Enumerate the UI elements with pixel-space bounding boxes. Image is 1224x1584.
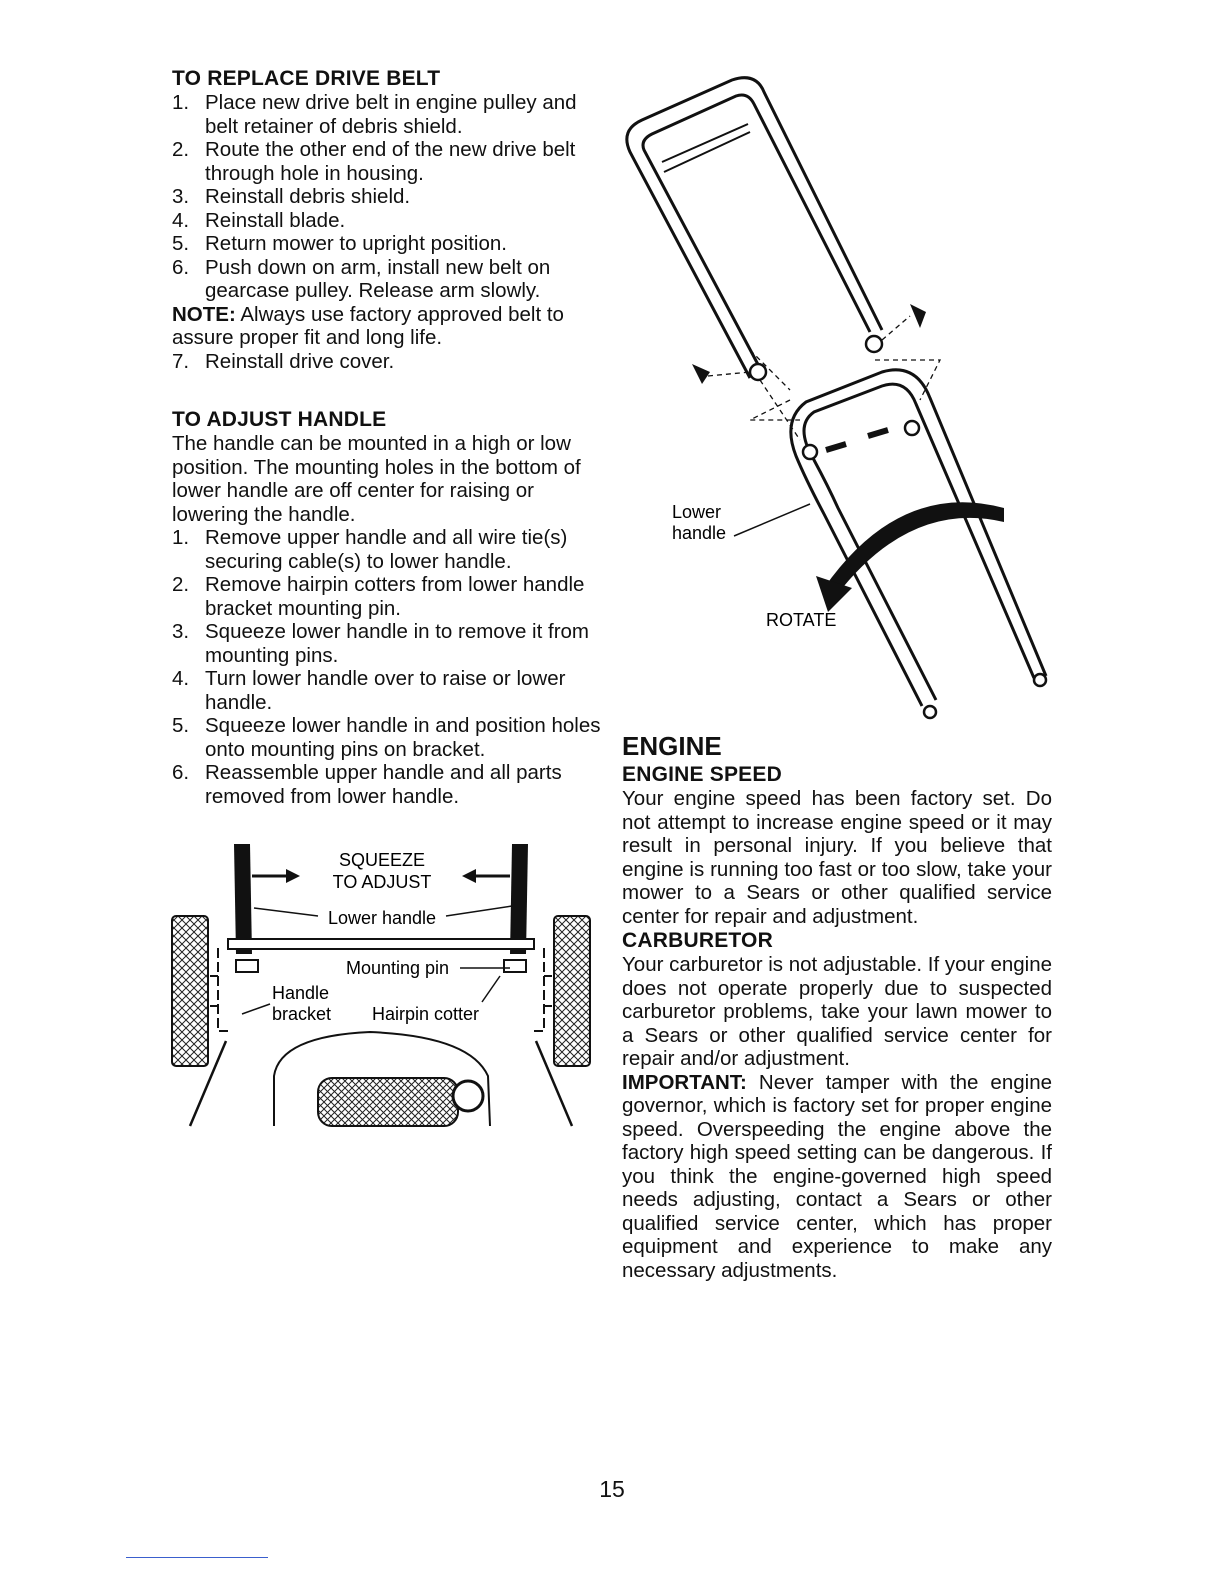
left-wheel: [172, 916, 208, 1066]
engine-speed-text: Your engine speed has been factory set. Do not attempt to increase engine speed or it may result in personal injury. If you believe that engine is running too fast or too slow, take your mower to a Sears or other qualified service center for repair and adjustment.: [622, 787, 1052, 928]
rotate-handle-diagram: [620, 60, 1060, 730]
left-handle-upright: [234, 844, 252, 954]
lower-handle-inner: [791, 370, 1046, 706]
list-item: 1. Place new drive belt in engine pulley and belt retainer of debris shield.: [172, 91, 577, 138]
knob-icon: [692, 364, 710, 384]
list-item: 1. Remove upper handle and all wire tie(s) securing cable(s) to lower handle.: [172, 526, 568, 573]
list-item: 7. Reinstall drive cover.: [172, 349, 395, 373]
to-adjust-label: TO ADJUST: [332, 872, 432, 892]
list-item: 6. Reassemble upper handle and all parts removed from lower handle.: [172, 761, 562, 808]
right-handle-upright: [510, 844, 528, 954]
rotate-label: ROTATE: [766, 610, 837, 630]
squeeze-arrow-right-head: [462, 869, 476, 883]
footer-rule: [126, 1557, 268, 1558]
leader-line: [734, 504, 810, 536]
lower-label: Lower: [672, 502, 722, 522]
list-item: 3. Reinstall debris shield.: [172, 185, 411, 208]
list-item: 6. Push down on arm, install new belt on gearcase pulley. Release arm slowly.: [172, 255, 551, 302]
mounting-pin-icon: [826, 430, 888, 450]
list-item: 4. Reinstall blade.: [172, 208, 346, 232]
lower-handle-end-bolt: [924, 706, 936, 718]
lower-handle-bar: [228, 939, 534, 949]
list-item: 3. Squeeze lower handle in to remove it from mounting pins.: [172, 620, 590, 667]
handle-label: Handle: [272, 983, 330, 1003]
left-handle-bracket: [210, 948, 228, 1031]
engine-grille: [318, 1078, 458, 1126]
lower-handle-label: Lower handle: [327, 908, 437, 928]
page-number: 15: [599, 1476, 625, 1502]
adjust-handle-steps: [172, 526, 602, 808]
squeeze-arrow-left-head: [286, 869, 300, 883]
squeeze-label: SQUEEZE: [338, 850, 426, 870]
upper-handle-bolt: [750, 364, 766, 380]
right-handle-bracket: [534, 948, 552, 1031]
engine-heading: ENGINE: [622, 731, 722, 761]
list-item: 4. Turn lower handle over to raise or lower handle.: [172, 667, 566, 714]
carburetor-text: Your carburetor is not adjustable. If your engine does not operate properly due to suspected carburetor problems, take your lawn mower to a Sears or other qualified service center for repair and/or adjustment.: [622, 953, 1053, 1070]
upper-handle-inner: [643, 95, 870, 372]
replace-belt-step-7: [172, 350, 602, 374]
leader-line: [446, 906, 512, 916]
important-notice: IMPORTANT: Never tamper with the engine governor, which is factory set for proper engine speed. Overspeeding the engine above the factory high speed setting can be dangerous. If you think the engine-governed high speed needs adjusting, contact a Sears or other qualified service center, which has proper equipment and experience to make any necessary adjustments.: [622, 1070, 1052, 1282]
belt-note: NOTE: Always use factory approved belt to assure proper fit and long life.: [172, 302, 564, 349]
leader-line: [242, 1004, 270, 1014]
handle-label: handle: [672, 523, 727, 543]
right-wheel: [554, 916, 590, 1066]
list-item: 2. Remove hairpin cotters from lower handle bracket mounting pin.: [172, 573, 585, 620]
list-item: 5. Return mower to upright position.: [172, 232, 507, 255]
right-column: [622, 730, 1052, 1282]
list-item: 5. Squeeze lower handle in and position holes onto mounting pins on bracket.: [172, 714, 601, 761]
upper-handle-crossbar: [662, 124, 750, 172]
adjust-handle-heading: TO ADJUST HANDLE: [172, 408, 387, 431]
upper-handle-bolt: [866, 336, 882, 352]
left-column: [172, 66, 602, 808]
bracket-label: bracket: [272, 1004, 332, 1024]
engine-speed-heading: ENGINE SPEED: [622, 763, 782, 786]
lower-handle-end-bolt: [1034, 674, 1046, 686]
leader-line: [254, 908, 318, 916]
carburetor-heading: CARBURETOR: [622, 929, 773, 952]
upper-handle: [627, 78, 882, 378]
left-mounting-pin: [236, 960, 258, 972]
replace-belt-steps: [172, 91, 602, 303]
knob-icon: [910, 304, 926, 328]
leader-line: [482, 976, 500, 1002]
right-mounting-pin: [504, 960, 526, 972]
lower-handle-bolt: [905, 421, 919, 435]
lower-handle-bolt: [803, 445, 817, 459]
squeeze-handle-diagram: [170, 836, 600, 1128]
replace-drive-belt-heading: TO REPLACE DRIVE BELT: [172, 67, 441, 90]
adjust-handle-intro: The handle can be mounted in a high or low position. The mounting holes in the bottom of lower handle are off center for raising or lowering the handle.: [172, 432, 581, 526]
hairpin-cotter-label: Hairpin cotter: [372, 1004, 480, 1024]
list-item: 2. Route the other end of the new drive belt through hole in housing.: [172, 138, 576, 185]
mounting-pin-label: Mounting pin: [346, 958, 450, 978]
fuel-cap-icon: [453, 1081, 483, 1111]
